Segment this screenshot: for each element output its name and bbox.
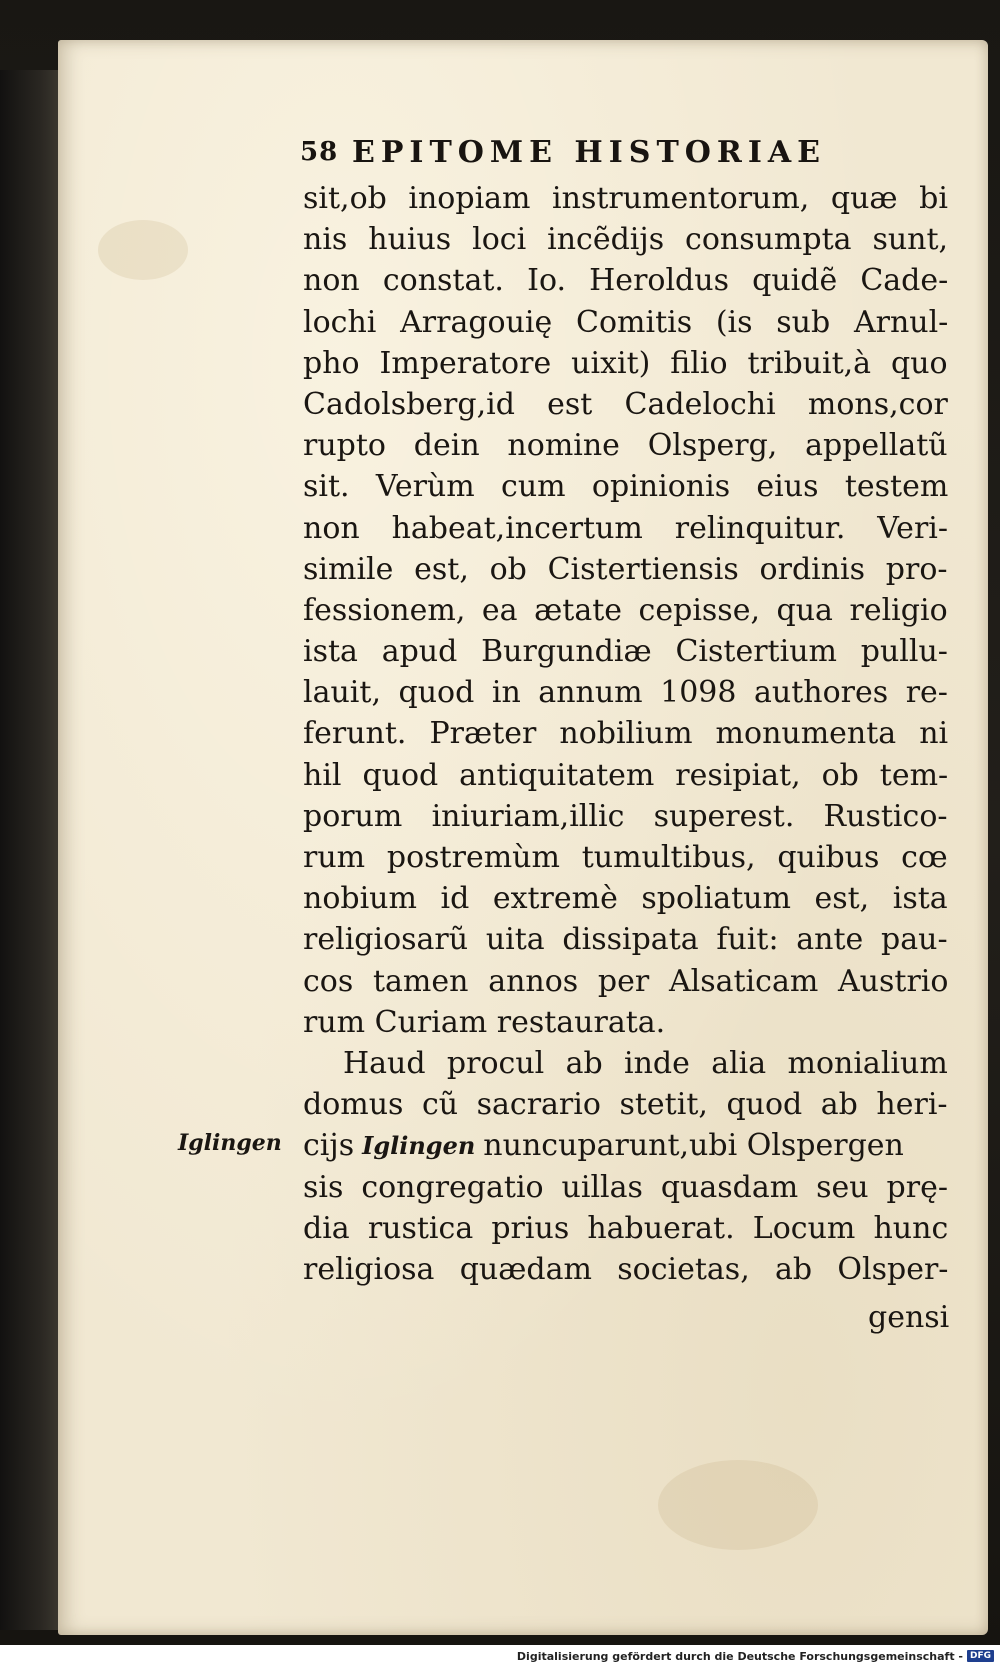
text-line: porum iniuriam,illic superest. Rustico-	[303, 798, 948, 834]
text-line: sit,ob inopiam instrumentorum, quæ bi	[303, 181, 948, 216]
dfg-logo-icon: DFG	[967, 1650, 994, 1662]
text-line: simile est, ob Cistertiensis ordinis pro-	[303, 551, 948, 587]
inline-place-name: Iglingen	[362, 1131, 476, 1161]
text-line: religiosarũ uita dissipata fuit: ante pau-	[303, 922, 948, 958]
text-line: nobium id extremè spoliatum est, ista	[303, 881, 948, 917]
text-line: dia rustica prius habuerat. Locum hunc	[303, 1210, 948, 1246]
text-line: rum postremùm tumultibus, quibus cœ	[303, 840, 948, 875]
folio-number: 58	[300, 137, 339, 167]
catchword: gensi	[868, 1300, 950, 1335]
text-line: non habeat,incertum relinquitur. Veri-	[303, 510, 948, 546]
text-line: religiosa quædam societas, ab Olsper-	[303, 1251, 948, 1287]
text-line: rum Curiam restaurata.	[303, 1004, 666, 1040]
digitization-credit-bar	[0, 1645, 1000, 1667]
text-line: ferunt. Præter nobilium monumenta ni	[303, 716, 948, 752]
text-line: sit. Verùm cum opinionis eius testem	[303, 469, 948, 505]
text-line: domus cũ sacrario stetit, quod ab heri-	[303, 1087, 948, 1123]
text-line: cos tamen annos per Alsaticam Austrio	[303, 963, 948, 999]
margin-note: Iglingen	[178, 1130, 282, 1156]
text-line: non constat. Io. Heroldus quidẽ Cade-	[303, 263, 948, 299]
text-line: ista apud Burgundiæ Cistertium pullu-	[303, 634, 948, 670]
text-line: Haud procul ab inde alia monialium	[343, 1045, 948, 1081]
paper-stain	[98, 220, 188, 280]
text-line: rupto dein nomine Olsperg, appellatũ	[303, 428, 948, 464]
page-header	[300, 132, 940, 172]
paper-stain	[658, 1460, 818, 1550]
body-text	[303, 178, 948, 1290]
book-binding-edge	[0, 70, 58, 1630]
credit-text: Digitalisierung gefördert durch die Deutsche Forschungsgemeinschaft -	[516, 1649, 963, 1663]
text-line: nis huius loci incẽdijs consumpta sunt,	[303, 222, 948, 258]
text-line: fessionem, ea ætate cepisse, qua religio	[303, 592, 948, 628]
text-line: hil quod antiquitatem resipiat, ob tem-	[303, 757, 948, 793]
text-line: sis congregatio uillas quasdam seu prę-	[303, 1169, 948, 1205]
text-line: lauit, quod in annum 1098 authores re-	[303, 675, 948, 711]
text-line: lochi Arragouię Comitis (is sub Arnul-	[303, 304, 948, 340]
text-line: pho Imperatore uixit) filio tribuit,à quo	[303, 345, 948, 381]
text-line: cijs Iglingen nuncuparunt,ubi Olspergen	[303, 1125, 948, 1166]
text-line: Cadolsberg,id est Cadelochi mons,cor	[303, 386, 948, 422]
running-title: EPITOME HISTORIAE	[352, 134, 827, 170]
